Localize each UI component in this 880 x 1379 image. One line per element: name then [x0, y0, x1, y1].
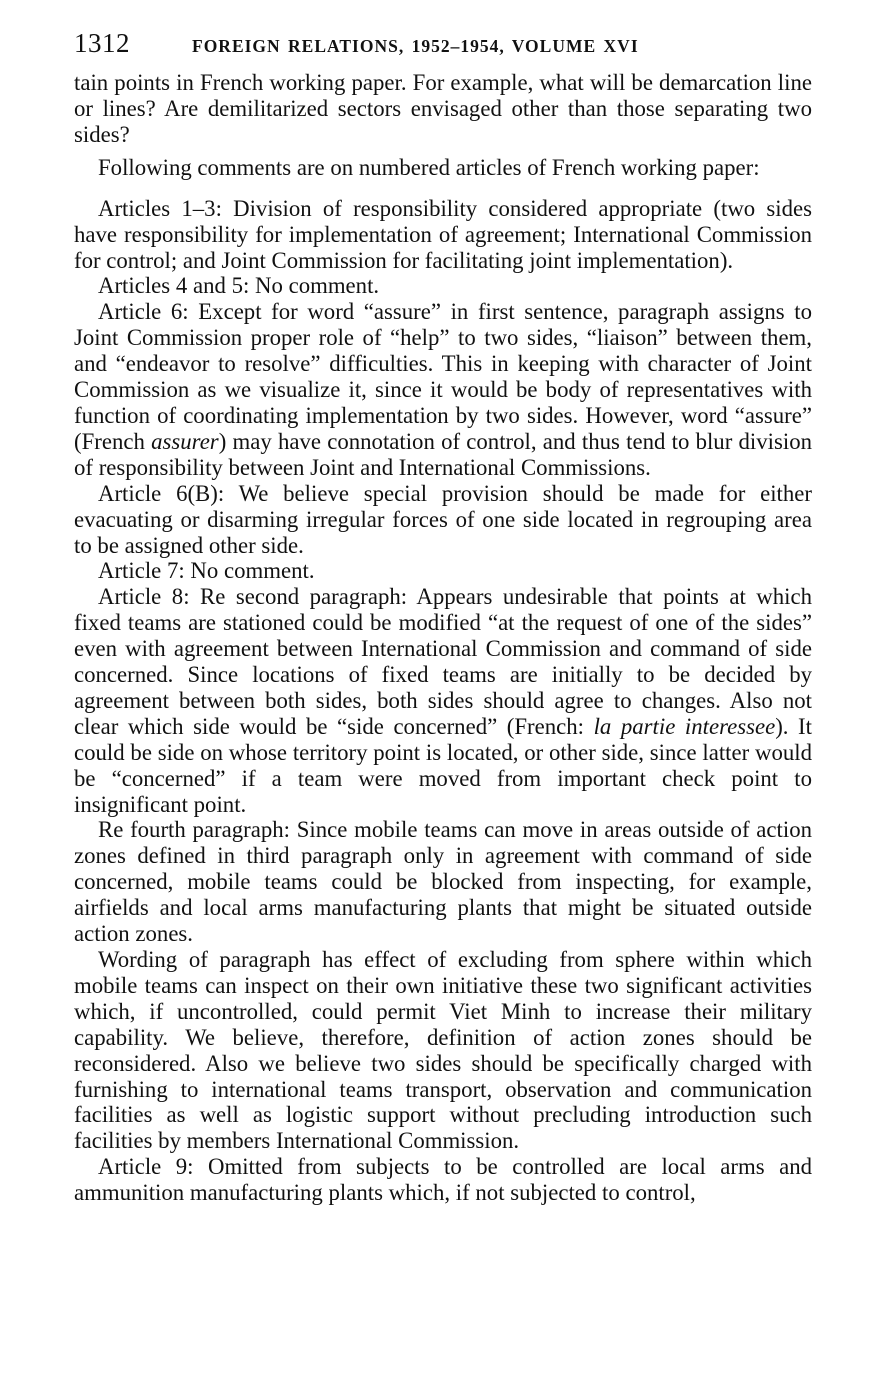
- document-page: [74, 28, 812, 1206]
- paragraph-article-7: [74, 558, 812, 584]
- paragraph-text: No comment.: [184, 558, 315, 584]
- italic-term: assurer: [151, 428, 219, 454]
- article-label: Articles 4 and 5:: [98, 273, 250, 299]
- italic-term: la partie interessee: [593, 713, 776, 739]
- paragraph-text: Wording of paragraph has effect of excluding from sphere within which mobile teams can inspect on their own initiative these two significant activities which, if uncontrolled, could permit Viet Minh to increase their military capability. We believe, therefore, definition of action zones should be reconsidered. Also we believe two sides should be specifically charged with furnishing to international teams transport, observation and communication facilities as well as logistic support without precluding introduction such facilities by members International Commission.: [74, 947, 812, 1154]
- body-text: [74, 70, 812, 1206]
- paragraph-articles-4-5: [74, 273, 812, 299]
- article-label: Article 6:: [98, 299, 189, 325]
- paragraph-text: ). It could be side on whose territory point is located, or other side, since latter would be “concerned” if a team were moved from important check point to insignificant point.: [74, 713, 812, 817]
- paragraph-text: Re fourth paragraph: Since mobile teams can move in areas outside of action zones defined in third paragraph only in agreement with command of side concerned, mobile teams could be blocked from inspecting, for example, airfields and local arms manufacturing plants that might be situated outside action zones.: [74, 817, 812, 947]
- paragraph-continuation: [74, 70, 812, 148]
- article-label: Article 9:: [98, 1154, 194, 1180]
- paragraph-wording: [74, 947, 812, 1154]
- paragraph-intro: [74, 154, 812, 182]
- paragraph-text: ) may have connotation of control, and thus tend to blur division of responsibility between Joint and International Commissions.: [74, 428, 812, 480]
- page-number: 1312: [74, 28, 130, 58]
- article-label: Articles 1–3:: [98, 195, 222, 221]
- paragraph-text: Except for word “assure” in first sentence, paragraph assigns to Joint Commission proper role of “help” to two sides, “liaison” between them, and “endeavor to resolve” difficulties. This in keeping with character of Joint Commission as we visualize it, since it would be body of representatives with function of coordinating implementation by two sides. However, word “assure” (French: [74, 299, 812, 454]
- article-label: Article 6(B):: [98, 480, 225, 506]
- paragraph-text: Division of responsibility considered appropriate (two sides have responsibility for implementation of agreement; International Commission for control; and Joint Commission for facilitating joint implementation).: [74, 195, 812, 273]
- paragraph-article-8: [74, 584, 812, 817]
- volume-title: FOREIGN RELATIONS, 1952–1954, VOLUME XVI: [192, 36, 639, 56]
- paragraph-text: tain points in French working paper. For example, what will be demarcation line or lines? Are demilitarized sectors envisaged other than those separating two sides?: [74, 70, 812, 147]
- article-label: Article 7:: [98, 558, 185, 584]
- paragraph-text: We believe special provision should be made for either evacuating or disarming irregular forces of one side located in regrouping area to be assigned other side.: [74, 480, 812, 558]
- paragraph-articles-1-3: [74, 196, 812, 274]
- running-head: [74, 28, 812, 70]
- paragraph-text: No comment.: [249, 273, 380, 299]
- paragraph-article-9: [74, 1154, 812, 1206]
- paragraph-text: Omitted from subjects to be controlled are local arms and ammunition manufacturing plants which, if not subjected to control,: [74, 1154, 812, 1206]
- paragraph-text: Re second paragraph: Appears undesirable that points at which fixed teams are stationed could be modified “at the request of one of the sides” even with agreement between International Commission and command of side concerned. Since locations of fixed teams are initially to be decided by agreement between both sides, both sides should agree to changes. Also not clear which side would be “side concerned” (French:: [74, 584, 812, 739]
- article-label: Article 8:: [98, 584, 190, 610]
- paragraph-text: Following comments are on numbered articles of French working paper:: [98, 154, 760, 180]
- paragraph-article-6: [74, 299, 812, 480]
- paragraph-fourth-paragraph: [74, 817, 812, 947]
- paragraph-article-6b: [74, 481, 812, 559]
